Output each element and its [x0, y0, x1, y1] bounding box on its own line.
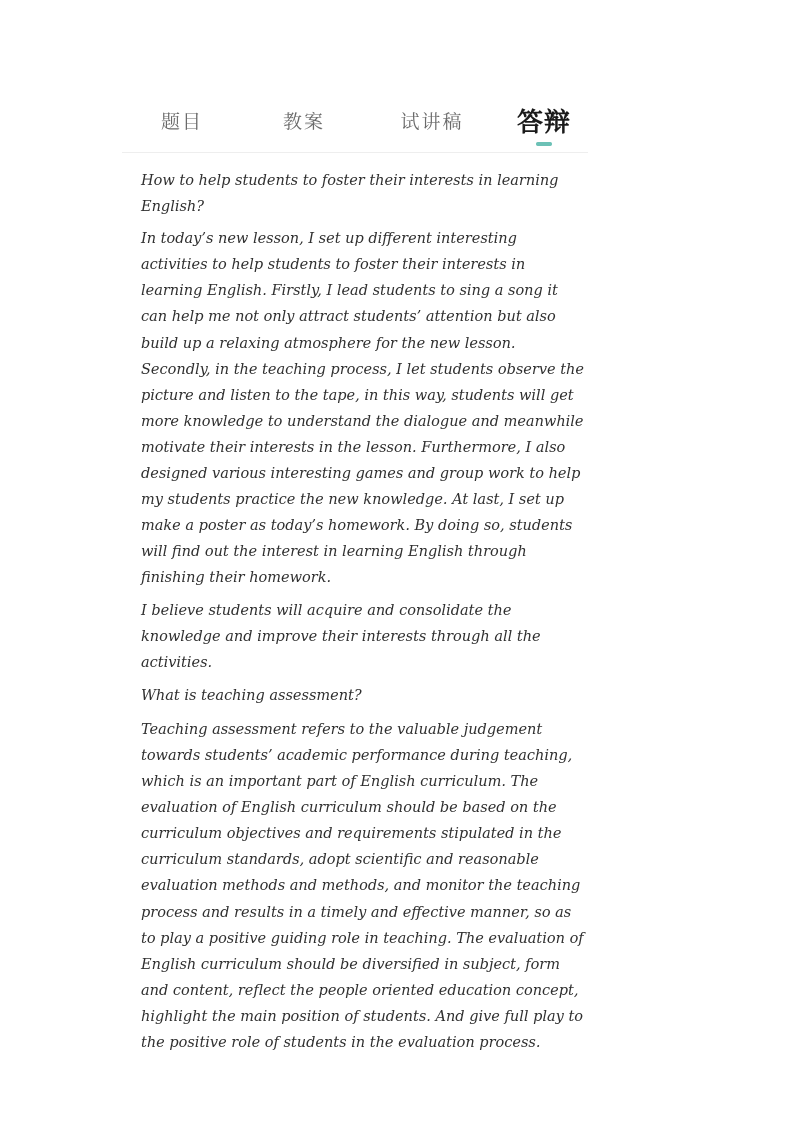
active-tab-indicator — [536, 142, 552, 146]
tab-lesson-plan[interactable]: 教案 — [282, 110, 325, 133]
answer-1-paragraph-1: In today’s new lesson, I set up different interesting activities to help students to foster their interests in learning English. Firstly, I lead students to sing a song it can help me not only attract students’ attention but also build up a relaxing atmosphere for the new lesson. Secondly, in the teaching process, I let students observe the picture and listen to the tape, in this way, students will get more knowledge to understand the dialogue and meanwhile motivate their interests in the lesson. Furthermore, I also designed various interesting games and group work to help my students practice the new knowledge. At last, I set up make a poster as today’s homework. By doing so, students will find out the interest in learning English through finishing their homework. — [141, 231, 584, 587]
question-2: What is teaching assessment? — [141, 687, 362, 704]
tab-defense[interactable]: 答辩 — [516, 107, 571, 138]
document-body — [141, 168, 586, 1062]
tab-questions[interactable]: 题目 — [160, 110, 203, 133]
answer-2: Teaching assessment refers to the valuable judgement towards students’ academic performance during teaching, which is an important part of English curriculum. The evaluation of English curriculum should be based on the curriculum objectives and requirements stipulated in the curriculum standards, adopt scientific and reasonable evaluation methods and methods, and monitor the teaching process and results in a timely and effective manner, so as to play a positive guiding role in teaching. The evaluation of English curriculum should be diversified in subject, form and content, reflect the people oriented education concept, highlight the main position of students. And give full play to the positive role of students in the evaluation process. — [141, 721, 584, 1051]
answer-1-paragraph-2: I believe students will acquire and consolidate the knowledge and improve their interests through all the activities. — [141, 602, 541, 671]
tab-trial-script[interactable]: 试讲稿 — [400, 110, 464, 133]
tab-bar — [122, 96, 588, 153]
question-1: How to help students to foster their interests in learning English? — [141, 173, 559, 216]
